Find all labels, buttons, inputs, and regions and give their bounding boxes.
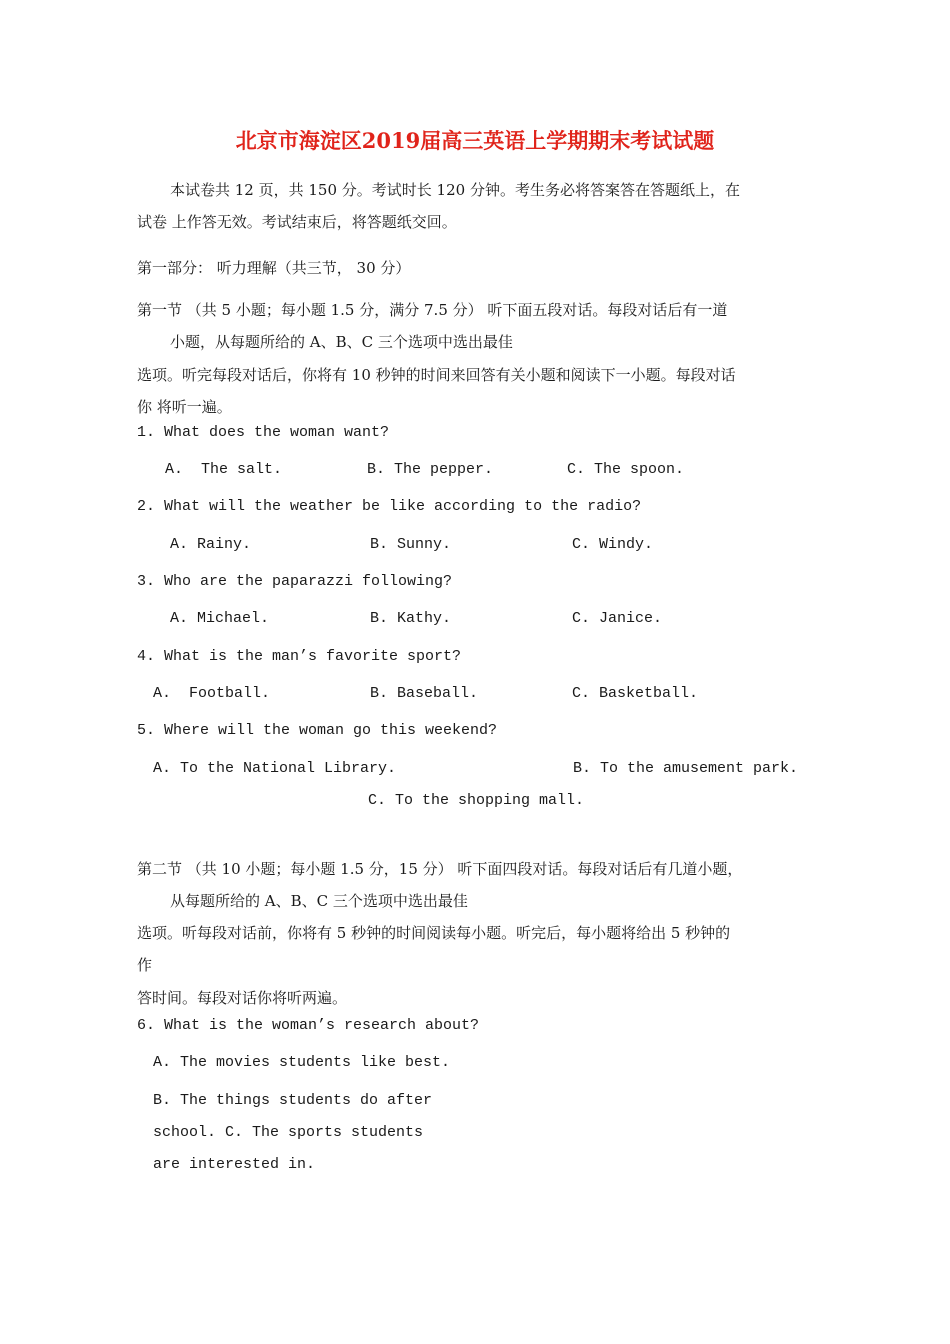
q4-option-c: C. Basketball. [572, 685, 699, 702]
q1-option-c: C. The spoon. [567, 461, 685, 478]
section2-line-2: 从每题所给的 A、B、C 三个选项中选出最佳 [170, 892, 468, 910]
q2-option-c: C. Windy. [572, 536, 654, 553]
part1-heading: 第一部分： 听力理解（共三节， 30 分） [137, 259, 411, 277]
section1-line-4: 你 将听一遍。 [137, 398, 232, 416]
section1-line-1: 第一节 （共 5 小题；每小题 1.5 分，满分 7.5 分） 听下面五段对话。每段对话后有一道 [137, 301, 728, 319]
section2-line-1: 第二节 （共 10 小题；每小题 1.5 分，15 分） 听下面四段对话。每段对话后有几道小题， [137, 860, 743, 878]
q5-option-b: B. To the amusement park. [573, 760, 799, 777]
question-1: 1. What does the woman want? [137, 424, 390, 441]
q1-option-b: B. The pepper. [367, 461, 494, 478]
intro-line-2: 试卷 上作答无效。考试结束后，将答题纸交回。 [137, 213, 457, 231]
q5-option-a: A. To the National Library. [153, 760, 397, 777]
q6-option-b-line-2: school. C. The sports students [153, 1124, 424, 1141]
section2-line-4: 作 [137, 956, 153, 974]
q6-option-a: A. The movies students like best. [153, 1054, 451, 1071]
section2-line-5: 答时间。每段对话你将听两遍。 [137, 989, 348, 1007]
q6-option-c-line: are interested in. [153, 1156, 316, 1173]
question-3: 3. Who are the paparazzi following? [137, 573, 453, 590]
intro-line-1: 本试卷共 12 页，共 150 分。考试时长 120 分钟。考生务必将答案答在答题纸上，在 [170, 181, 740, 199]
question-5: 5. Where will the woman go this weekend? [137, 722, 498, 739]
q1-option-a: A. The salt. [165, 461, 283, 478]
section1-line-2: 小题，从每题所给的 A、B、C 三个选项中选出最佳 [170, 333, 513, 351]
q2-option-b: B. Sunny. [370, 536, 452, 553]
section2-line-3: 选项。听每段对话前，你将有 5 秒钟的时间阅读每小题。听完后，每小题将给出 5 秒钟的 [137, 924, 731, 942]
q2-option-a: A. Rainy. [170, 536, 252, 553]
page-title: 北京市海淀区2019届高三英语上学期期末考试试题 [235, 128, 715, 153]
question-6: 6. What is the woman’s research about? [137, 1017, 480, 1034]
q3-option-b: B. Kathy. [370, 610, 452, 627]
q4-option-a: A. Football. [153, 685, 271, 702]
q5-option-c: C. To the shopping mall. [368, 792, 585, 809]
q3-option-a: A. Michael. [170, 610, 270, 627]
question-2: 2. What will the weather be like according to the radio? [137, 498, 642, 515]
q3-option-c: C. Janice. [572, 610, 663, 627]
question-4: 4. What is the man’s favorite sport? [137, 648, 462, 665]
q4-option-b: B. Baseball. [370, 685, 479, 702]
q6-option-b-line-1: B. The things students do after [153, 1092, 433, 1109]
section1-line-3: 选项。听完每段对话后，你将有 10 秒钟的时间来回答有关小题和阅读下一小题。每段对话 [137, 366, 736, 384]
